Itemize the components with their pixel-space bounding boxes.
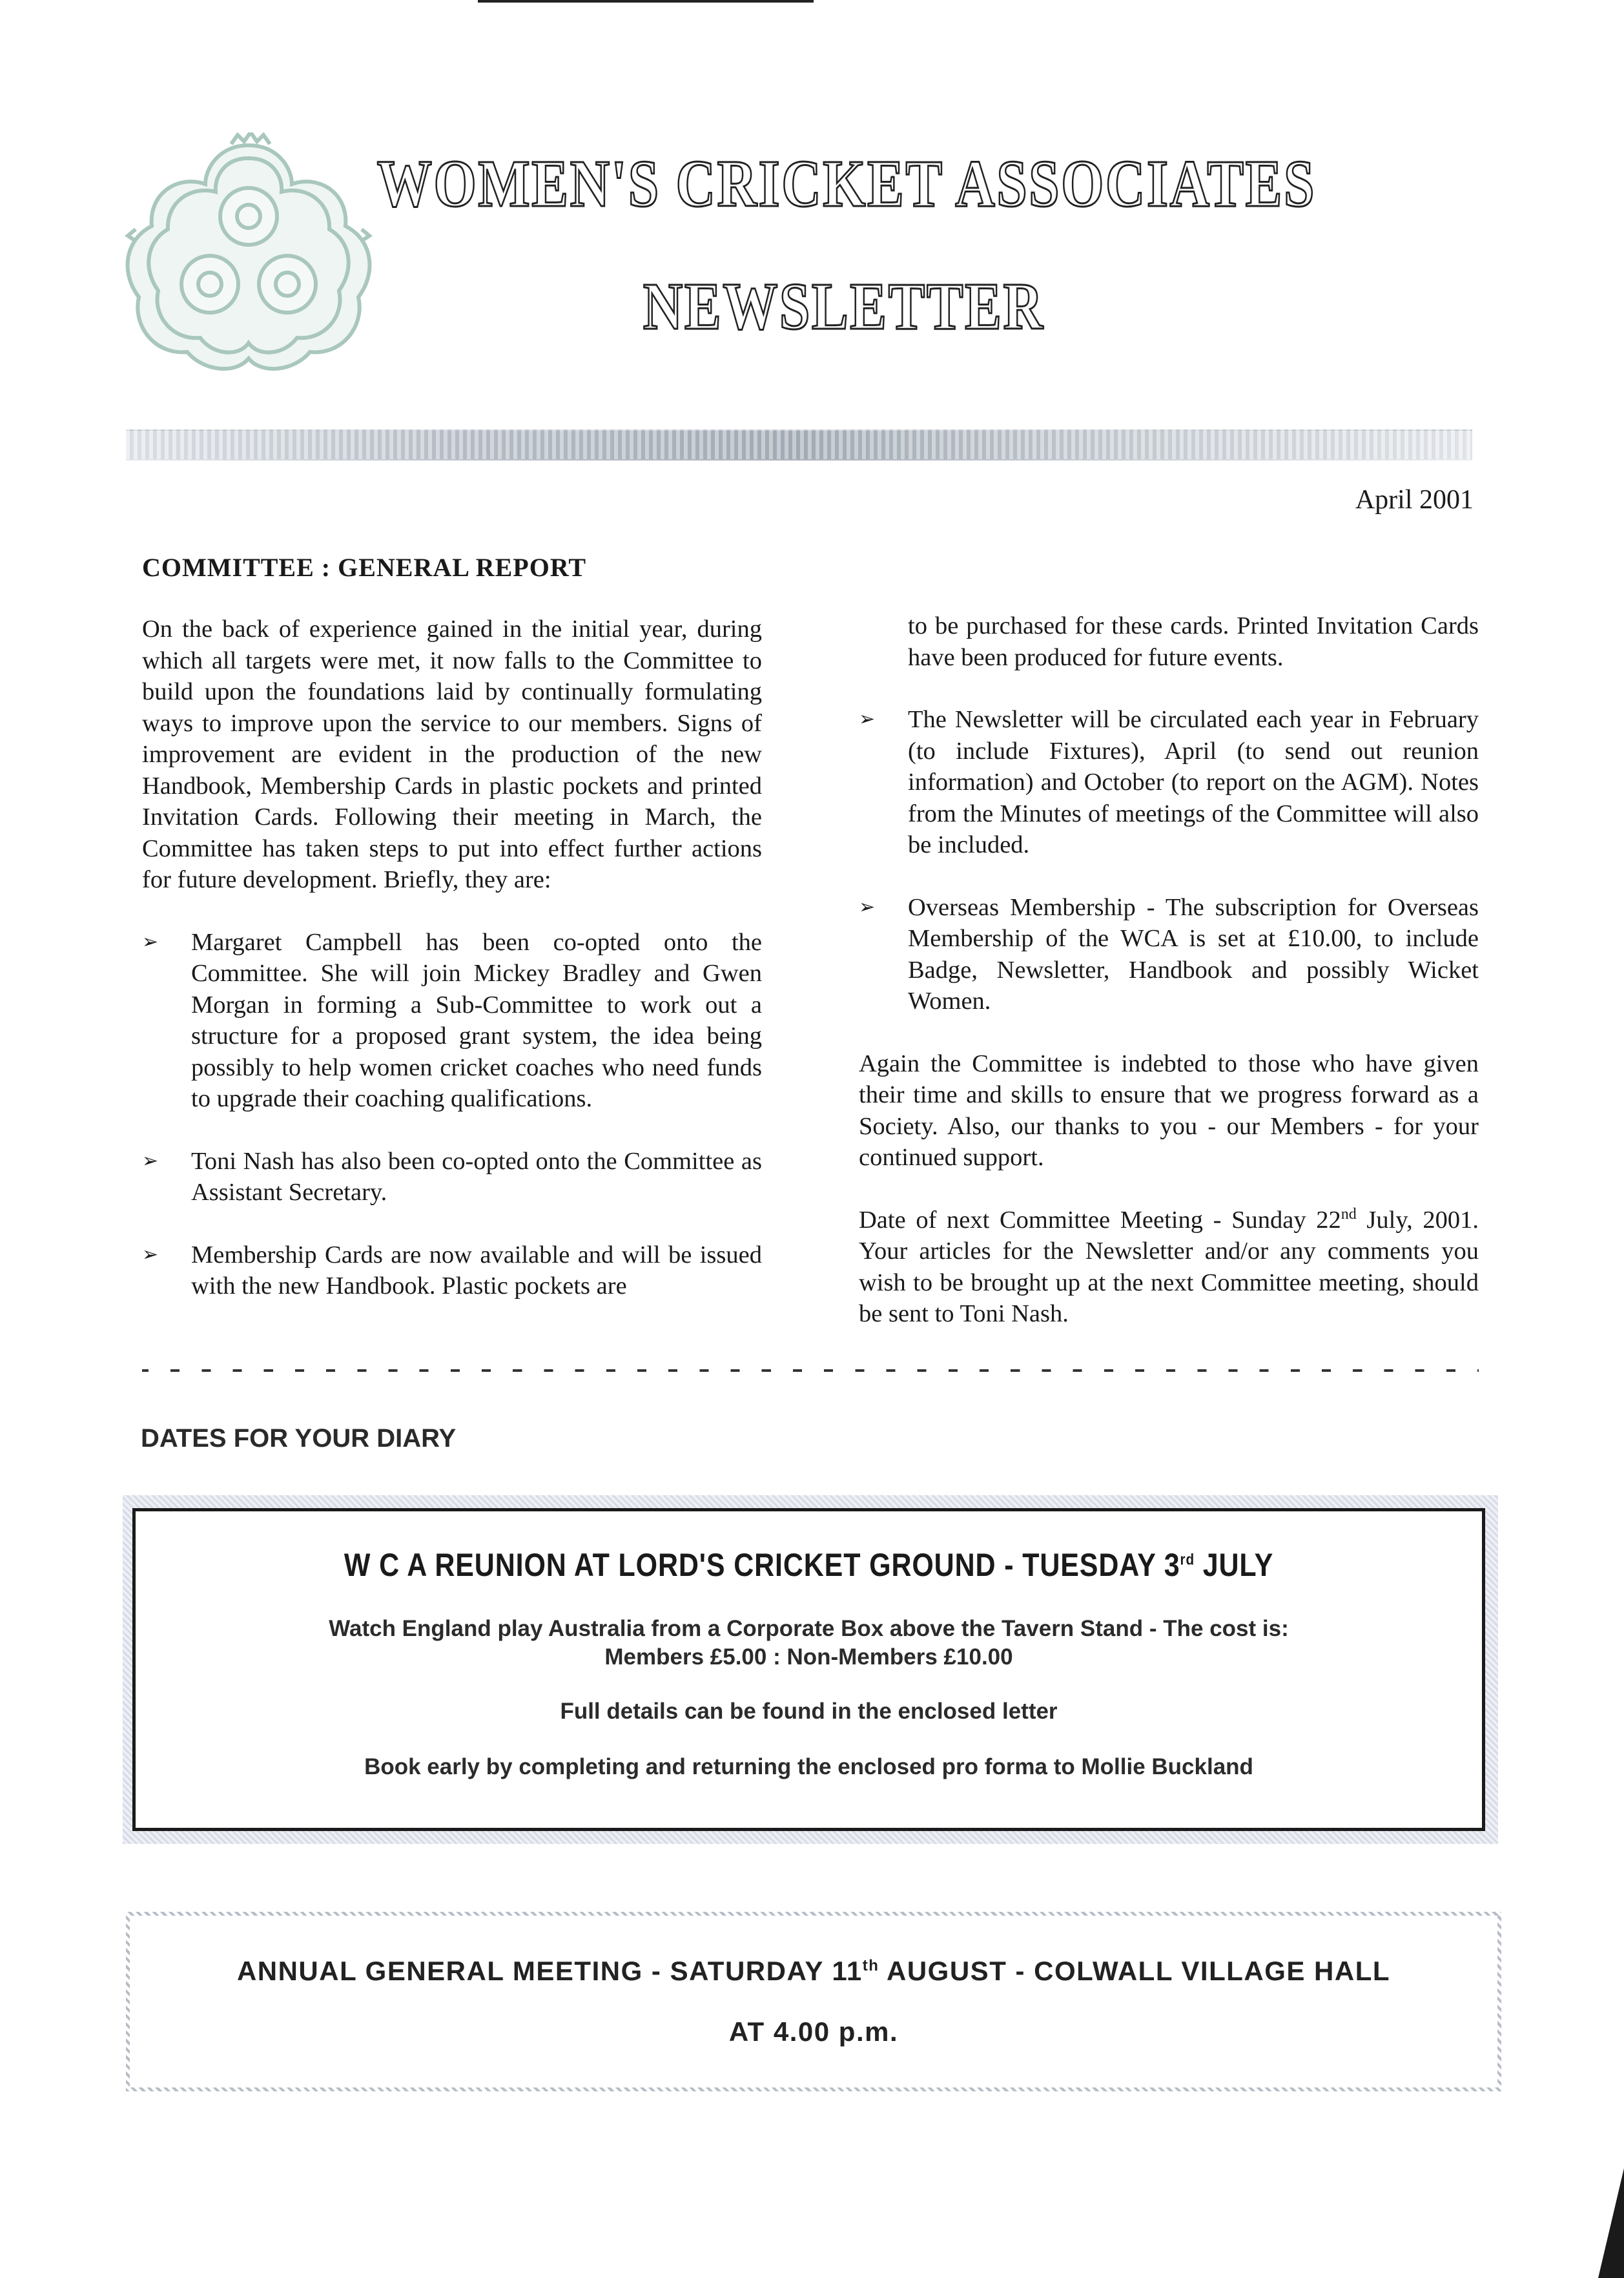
- dashed-divider: [142, 1369, 1479, 1372]
- committee-report-heading: COMMITTEE : GENERAL REPORT: [142, 553, 586, 582]
- top-edge-rule: [478, 0, 814, 3]
- reunion-title-a: W C A REUNION AT LORD'S CRICKET GROUND - TUESDAY 3: [344, 1547, 1180, 1583]
- next-meeting-text-b: July, 2001. Your articles for the Newsletter and/or any comments you wish to be brought up at the next Committee meeting, should be sent to Toni Nash.: [859, 1206, 1479, 1327]
- reunion-title: [230, 1546, 1388, 1584]
- next-meeting-text-a: Date of next Committee Meeting - Sunday 22: [859, 1206, 1341, 1234]
- bullet-text: Overseas Membership - The subscription for Overseas Membership of the WCA is set at £10.00, to include Badge, Newsletter, Handbook and possibly Wicket Women.: [908, 893, 1479, 1015]
- list-item: [142, 1146, 762, 1208]
- diary-heading: DATES FOR YOUR DIARY: [141, 1424, 457, 1453]
- agm-time: AT 4.00 p.m.: [728, 2016, 899, 2047]
- next-meeting-notice: [859, 1205, 1479, 1330]
- arrow-bullet-icon: ➢: [859, 708, 876, 730]
- ordinal-suffix: rd: [1180, 1551, 1195, 1569]
- report-column-right: [859, 610, 1479, 1361]
- agm-announcement: [126, 1912, 1501, 2091]
- list-item: [142, 1239, 762, 1302]
- reunion-title-b: JULY: [1194, 1547, 1274, 1583]
- arrow-bullet-icon: ➢: [142, 1243, 159, 1266]
- reunion-info-line: Full details can be found in the enclosed letter: [560, 1699, 1058, 1724]
- bullet-text: Membership Cards are now available and will be issued with the new Handbook. Plastic pockets are: [191, 1241, 762, 1299]
- report-thanks: Again the Committee is indebted to those who have given their time and skills to ensure that we progress forward as a Society. Also, our thanks to you - our Members - for your continued support.: [859, 1050, 1479, 1171]
- arrow-bullet-icon: ➢: [142, 930, 159, 953]
- list-item: [142, 927, 762, 1115]
- newsletter-title-line2: NEWSLETTER: [642, 269, 1045, 344]
- reunion-details-line: Watch England play Australia from a Corporate Box above the Tavern Stand - The cost is:: [329, 1616, 1289, 1641]
- reunion-booking-line: Book early by completing and returning the enclosed pro forma to Mollie Buckland: [364, 1754, 1253, 1779]
- bullet-text: The Newsletter will be circulated each year in February (to include Fixtures), April (to send out reunion information) and October (to report on the AGM). Notes from the Minutes of meetings of the Committee will also be included.: [908, 706, 1479, 858]
- ordinal-suffix: th: [862, 1957, 879, 1974]
- newsletter-title-line1: WOMEN'S CRICKET ASSOCIATES: [376, 147, 1316, 221]
- agm-title-a: ANNUAL GENERAL MEETING - SATURDAY 11: [236, 1956, 863, 1986]
- arrow-bullet-icon: ➢: [859, 895, 876, 918]
- report-intro: On the back of experience gained in the initial year, during which all targets were met, it now falls to the Committee to build upon the foundations laid by continually formulating ways to improve upon the service to our members. Signs of improvement are evident in the production of the new Handbook, Membership Cards in plastic pockets and printed Invitation Cards. Following their meeting in March, the Committee has taken steps to put into effect further actions for future development. Briefly, they are:: [142, 616, 762, 893]
- decorative-band-texture: [126, 430, 1472, 459]
- agm-title: [130, 1956, 1497, 1987]
- bullet-continuation: to be purchased for these cards. Printed Invitation Cards have been produced for future events.: [908, 612, 1479, 671]
- list-item: [859, 892, 1479, 1017]
- arrow-bullet-icon: ➢: [142, 1149, 159, 1172]
- list-item: [859, 704, 1479, 861]
- issue-date: April 2001: [1355, 485, 1474, 515]
- reunion-cost-line: Members £5.00 : Non-Members £10.00: [604, 1644, 1013, 1670]
- ordinal-suffix: nd: [1341, 1205, 1357, 1223]
- scan-corner-shadow: [1598, 2168, 1624, 2278]
- agm-title-b: AUGUST - COLWALL VILLAGE HALL: [879, 1956, 1391, 1986]
- bullet-text: Toni Nash has also been co-opted onto the Committee as Assistant Secretary.: [191, 1147, 762, 1206]
- reunion-announcement: [132, 1508, 1485, 1831]
- report-column-left: [142, 614, 762, 1333]
- bullet-text: Margaret Campbell has been co-opted onto the Committee. She will join Mickey Bradley and Gwen Morgan in forming a Sub-Committee to work out a structure for a proposed grant system, the idea being possibly to help women cricket coaches who need funds to upgrade their coaching qualifications.: [191, 928, 762, 1112]
